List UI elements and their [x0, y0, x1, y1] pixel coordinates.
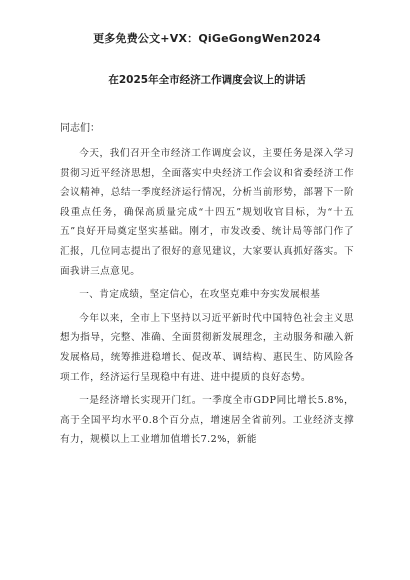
section-heading-1: 一、肯定成绩，坚定信心，在攻坚克难中夯实发展根基 [79, 289, 321, 301]
salutation: 同志们： [60, 123, 100, 134]
paragraph-overview: 今年以来，全市上下坚持以习近平新时代中国特色社会主义思想为指导，完整、准确、全面贯彻新发展理念，主动服务和融入新发展格局，统筹推进稳增长、促改革、调结构、惠民生、防风险各项工作，经济运行呈现稳中有进、进中提质的良好态势。 [60, 312, 354, 383]
promo-header: 更多免费公文+VX：QiGeGongWen2024 [93, 32, 321, 45]
paragraph-growth: 一是经济增长实现开门红。一季度全市GDP同比增长5.8%，高于全国平均水平0.8个百分点，增速居全省前列。工业经济支撑有力，规模以上工业增加值增长7.2%，新能 [60, 395, 354, 446]
document-title: 在2025年全市经济工作调度会议上的讲话 [108, 74, 306, 86]
paragraph-intro: 今天，我们召开全市经济工作调度会议，主要任务是深入学习贯彻习近平经济思想，全面落实中央经济工作会议和省委经济工作会议精神，总结一季度经济运行情况，分析当前形势，部署下一阶段重点任务，确保高质量完成“十四五”规划收官目标，为“十五五”良好开局奠定坚实基础。刚才，市发改委、统计局等部门作了汇报，几位同志提出了很好的意见建议，大家要认真抓好落实。下面我讲三点意见。 [60, 148, 354, 277]
